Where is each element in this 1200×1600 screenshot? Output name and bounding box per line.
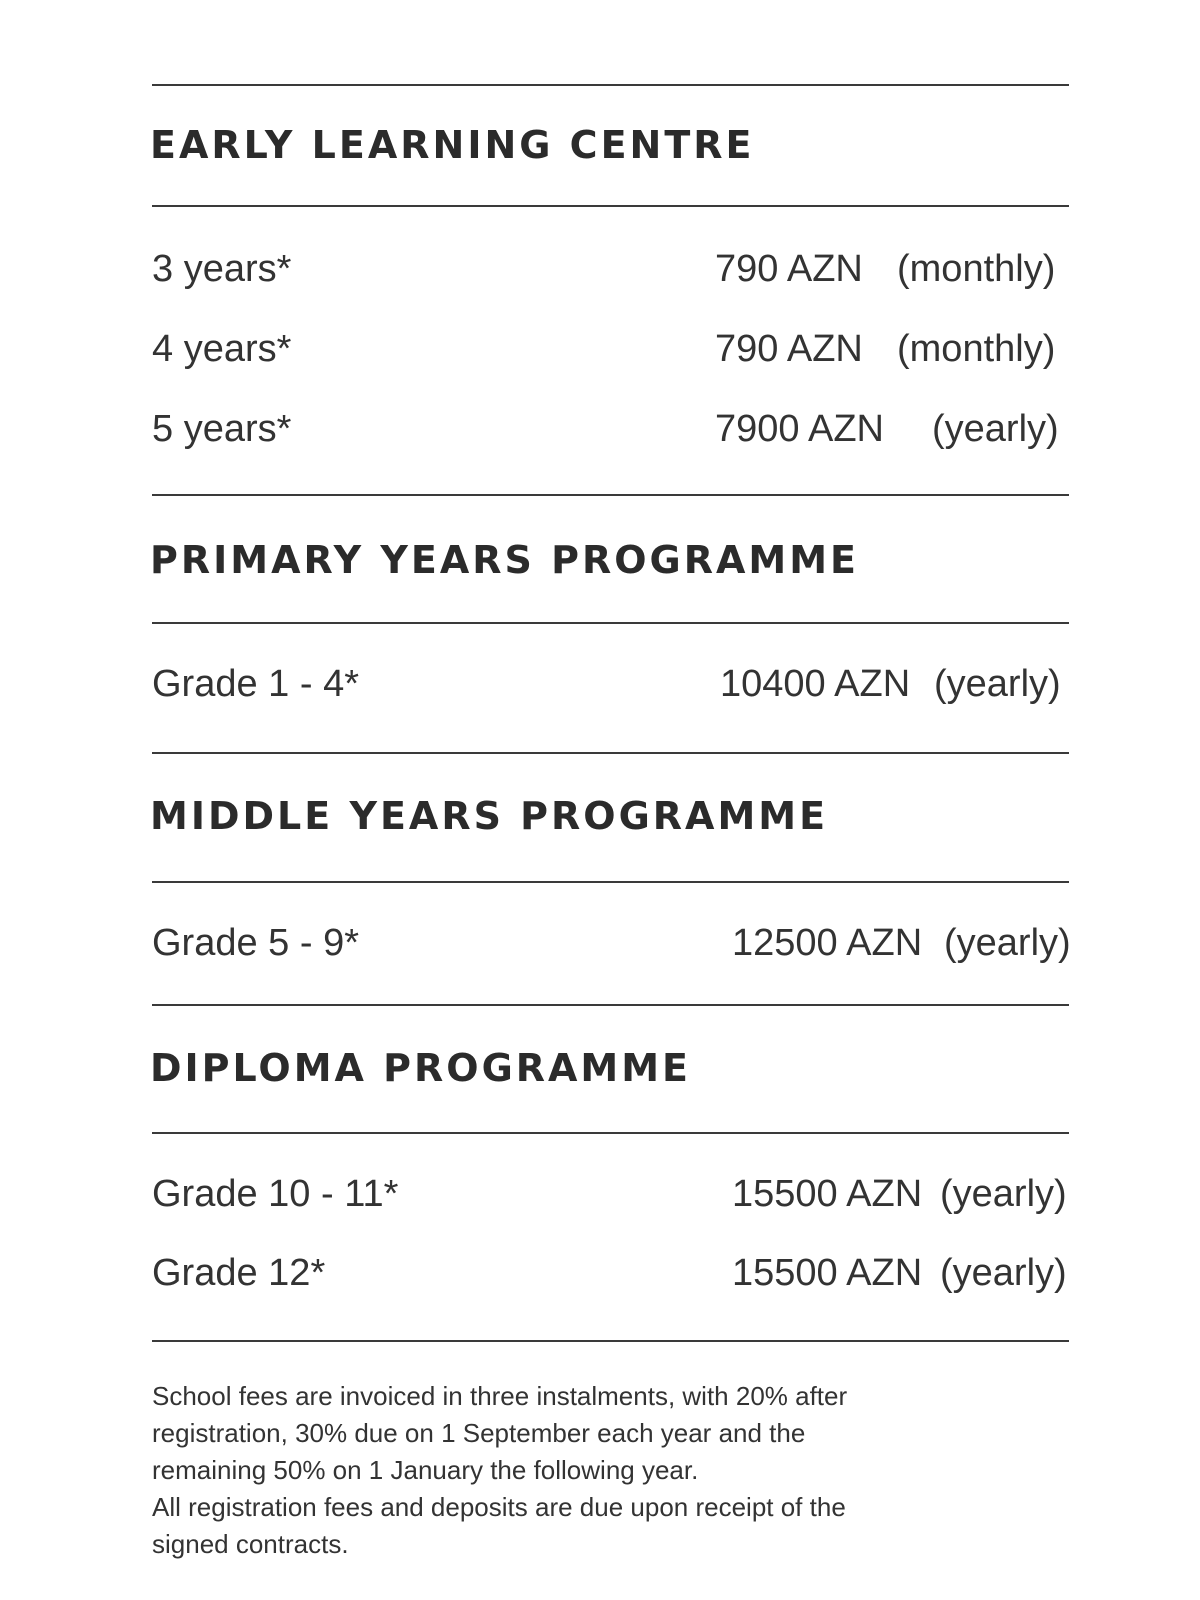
fee-row-period: (yearly) xyxy=(932,408,1059,450)
divider-myp-header xyxy=(152,881,1069,883)
fee-row-label: Grade 10 - 11* xyxy=(152,1173,399,1215)
fee-row xyxy=(152,1249,1072,1297)
fee-row-amount: 7900 AZN xyxy=(715,408,884,450)
fee-row-label: Grade 5 - 9* xyxy=(152,922,359,964)
fee-row-period: (yearly) xyxy=(944,922,1071,964)
fee-row xyxy=(152,245,1072,293)
section-title-dp: DIPLOMA PROGRAMME xyxy=(150,1046,692,1090)
fee-row-amount: 15500 AZN xyxy=(732,1252,923,1294)
divider-dp-header xyxy=(152,1132,1069,1134)
fee-row-label: Grade 1 - 4* xyxy=(152,663,359,705)
section-title-early-learning: EARLY LEARNING CENTRE xyxy=(150,123,755,167)
fee-row xyxy=(152,660,1072,708)
divider-pyp-end xyxy=(152,752,1069,754)
divider-myp-end xyxy=(152,1004,1069,1006)
fee-row xyxy=(152,325,1072,373)
section-title-myp: MIDDLE YEARS PROGRAMME xyxy=(150,794,829,838)
section-title-pyp: PRIMARY YEARS PROGRAMME xyxy=(150,538,860,582)
fee-row-label: 5 years* xyxy=(152,408,292,450)
fee-row-amount: 790 AZN xyxy=(715,248,863,290)
fee-row-label: 4 years* xyxy=(152,328,292,370)
fee-row-period: (yearly) xyxy=(940,1173,1067,1215)
fee-row-period: (yearly) xyxy=(940,1252,1067,1294)
divider-early-learning-end xyxy=(152,494,1069,496)
fee-row xyxy=(152,1170,1072,1218)
fee-row-amount: 790 AZN xyxy=(715,328,863,370)
fee-row-label: Grade 12* xyxy=(152,1252,326,1294)
fee-row-amount: 10400 AZN xyxy=(720,663,911,705)
fee-row-period: (monthly) xyxy=(897,248,1056,290)
registration-note: All registration fees and deposits are due upon receipt of the signed contracts. xyxy=(152,1492,846,1559)
fees-footnote xyxy=(152,1378,912,1563)
fee-row-label: 3 years* xyxy=(152,248,292,290)
fee-row-period: (monthly) xyxy=(897,328,1056,370)
divider-top xyxy=(152,84,1069,86)
divider-pyp-header xyxy=(152,622,1069,624)
instalments-note: School fees are invoiced in three instalments, with 20% after registration, 30% due on 1 September each year and the remaining 50% on 1 January the following year. xyxy=(152,1381,848,1485)
fee-row-amount: 15500 AZN xyxy=(732,1173,923,1215)
fee-row-amount: 12500 AZN xyxy=(732,922,923,964)
fee-row xyxy=(152,919,1072,967)
divider-dp-end xyxy=(152,1340,1069,1342)
fee-row xyxy=(152,405,1072,453)
divider-early-learning-header xyxy=(152,205,1069,207)
fee-row-period: (yearly) xyxy=(934,663,1061,705)
